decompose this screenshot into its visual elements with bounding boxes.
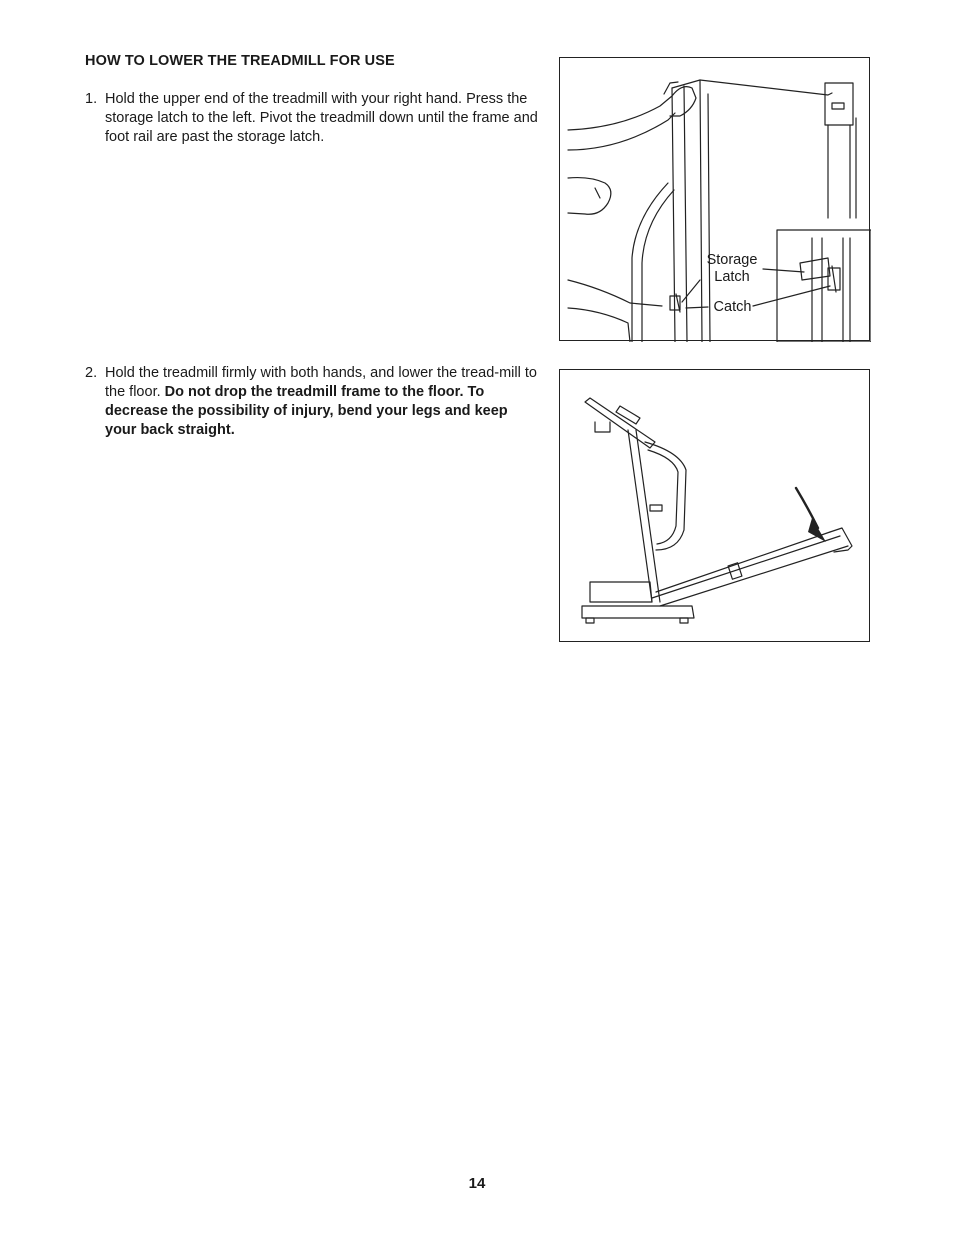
step-number: 1. <box>85 91 98 107</box>
storage-latch-illustration <box>559 57 870 341</box>
instruction-step-1 <box>85 90 540 147</box>
lowered-treadmill-drawing <box>560 370 871 643</box>
step-text: Hold the treadmill firmly with both hands, and lower the tread-mill to the floor. <box>105 365 537 400</box>
step-number: 2. <box>85 365 98 381</box>
lower-treadmill-illustration <box>559 369 870 642</box>
catch-label: Catch <box>713 299 752 315</box>
instruction-step-2 <box>85 364 540 440</box>
step-text: Hold the upper end of the treadmill with your right hand. Press the storage latch to the left. Pivot the treadmill down until the frame and foot rail are past the storage latch. <box>105 91 538 145</box>
storage-latch-label: Storage Latch <box>706 252 758 285</box>
page-title: HOW TO LOWER THE TREADMILL FOR USE <box>85 53 395 69</box>
warning-text: Do not drop the treadmill frame to the floor. To decrease the possibility of injury, bend your legs and keep your back straight. <box>105 384 508 438</box>
page-number: 14 <box>468 1175 486 1192</box>
